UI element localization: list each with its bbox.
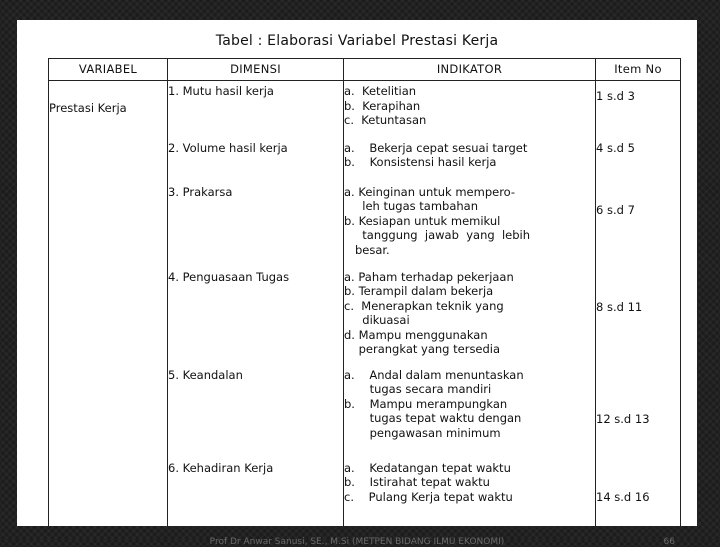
dimension-cell [168,81,344,138]
item-text: 4 s.d 5 [596,140,635,155]
indicator-line: dikuasai [344,313,410,327]
elaboration-table [48,58,681,528]
dimension-cell [168,138,344,182]
indicator-line: c. Pulang Kerja tepat waktu [344,489,513,504]
indicator-list [344,458,595,505]
indicator-list [344,138,595,170]
indicator-cell [344,182,596,267]
indicator-line: b. Kerapihan [344,98,421,113]
indicator-cell [344,81,596,138]
indicator-list [344,81,595,128]
header-indikator: INDIKATOR [344,59,596,81]
dimension-text: 4. Penguasaan Tugas [168,269,290,284]
indicator-line: a. Bekerja cepat sesuai target [344,140,528,155]
indicator-line: tugas secara mandiri [344,382,492,396]
indicator-line: b. Istirahat tepat waktu [344,475,490,489]
indicator-list [344,267,595,357]
indicator-line: a. Kedatangan tepat waktu [344,460,511,475]
indicator-line: b. Kesiapan untuk memikul [344,213,501,228]
variable-name: Prestasi Kerja [49,101,127,115]
dimension-text: 5. Keandalan [168,367,243,382]
indicator-line: a. Ketelitian [344,84,417,98]
indicator-line: pengawasan minimum [344,425,501,440]
indicator-cell [344,267,596,365]
indicator-line: tugas tepat waktu dengan [344,411,522,425]
indicator-line: c. Menerapkan teknik yang [344,298,504,313]
variable-cell [49,81,168,528]
indicator-line: a. Andal dalam menuntaskan [344,367,524,382]
dimension-cell [168,267,344,365]
indicator-list [344,365,595,441]
table-title: Tabel : Elaborasi Variabel Prestasi Kerja [215,33,499,49]
indicator-line: c. Ketuntasan [344,113,427,127]
indicator-line: b. Mampu merampungkan [344,396,508,411]
item-cell [596,365,681,458]
indicator-line: perangkat yang tersedia [344,342,501,356]
dimension-cell [168,365,344,458]
slide-footer: Prof Dr Anwar Sanusi, SE., M.Si (METPEN BIDANG ILMU EKONOMI) [209,537,505,547]
indicator-line: a. Keinginan untuk mempero- [344,184,516,199]
item-cell [596,267,681,365]
indicator-cell [344,365,596,458]
dimension-cell [168,182,344,267]
slide-sheet [17,20,697,547]
item-cell [596,81,681,138]
indicator-list [344,182,595,258]
header-variabel: VARIABEL [49,59,168,81]
indicator-cell [344,138,596,182]
item-text: 8 s.d 11 [596,299,643,314]
indicator-line: tanggung jawab yang lebih [344,228,531,242]
item-text: 14 s.d 16 [596,489,650,504]
dimension-text: 2. Volume hasil kerja [168,140,288,155]
dimension-text: 3. Prakarsa [168,184,233,199]
indicator-line: a. Paham terhadap pekerjaan [344,269,514,284]
table-header-row [49,59,681,81]
item-text: 12 s.d 13 [596,411,650,426]
indicator-line: b. Terampil dalam bekerja [344,284,494,298]
indicator-line: leh tugas tambahan [344,199,479,213]
item-cell [596,138,681,182]
indicator-line: b. Konsistensi hasil kerja [344,155,497,169]
header-item-no: Item No [596,59,681,81]
table-row [49,81,681,138]
indicator-cell [344,458,596,528]
dimension-text: 1. Mutu hasil kerja [168,84,274,98]
indicator-line: d. Mampu menggunakan [344,327,488,342]
page-number: 66 [663,537,675,547]
item-cell [596,458,681,528]
item-cell [596,182,681,267]
dimension-text: 6. Kehadiran Kerja [168,460,274,475]
item-text: 6 s.d 7 [596,202,635,217]
dimension-cell [168,458,344,528]
indicator-line: besar. [344,242,390,257]
item-text: 1 s.d 3 [596,89,635,103]
header-dimensi: DIMENSI [168,59,344,81]
